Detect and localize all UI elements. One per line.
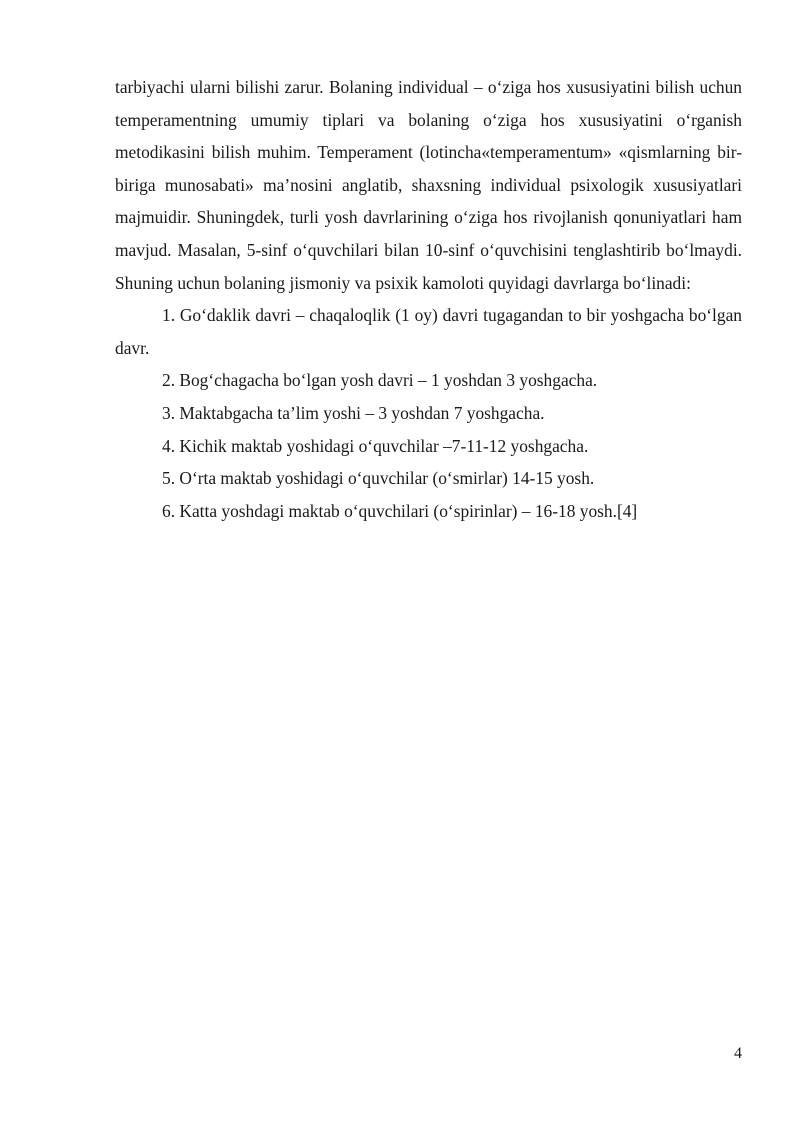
list-item-4: 4. Kichik maktab yoshidagi o‘quvchilar –7-11-12 yoshgacha.: [162, 435, 589, 456]
list-item-5: 5. O‘rta maktab yoshidagi o‘quvchilar (o‘smirlar) 14-15 yosh.: [162, 468, 595, 489]
list-item-1: 1. Go‘daklik davri – chaqaloqlik (1 oy) davri tugagandan to bir yoshgacha bo‘lgan davr.: [115, 305, 742, 358]
page-number: 4: [734, 1045, 742, 1062]
body-text: [115, 71, 742, 527]
list-item-6: 6. Katta yoshdagi maktab o‘quvchilari (o‘spirinlar) – 16-18 yosh.[4]: [162, 500, 638, 521]
intro-paragraph: tarbiyachi ularni bilishi zarur. Bolaning individual – o‘ziga hos xususiyatini bilish uchun temperamentning umumiy tiplari va bolaning o‘ziga hos xususiyatini o‘rganish metodikasini bilish muhim. Temperament (lotincha«temperamentum» «qismlarning bir-biriga munosabati» ma’nosini anglatib, shaxsning individual psixologik xususiyatlari majmuidir. Shuningdek, turli yosh davrlarining o‘ziga hos rivojlanish qonuniyatlari ham mavjud. Masalan, 5-sinf o‘quvchilari bilan 10-sinf o‘quvchisini tenglashtirib bo‘lmaydi. Shuning uchun bolaning jismoniy va psixik kamoloti quyidagi davrlarga bo‘linadi:: [115, 77, 742, 293]
list-item-3: 3. Maktabgacha ta’lim yoshi – 3 yoshdan 7 yoshgacha.: [162, 402, 545, 423]
list-item-2: 2. Bog‘chagacha bo‘lgan yosh davri – 1 yoshdan 3 yoshgacha.: [162, 370, 598, 391]
